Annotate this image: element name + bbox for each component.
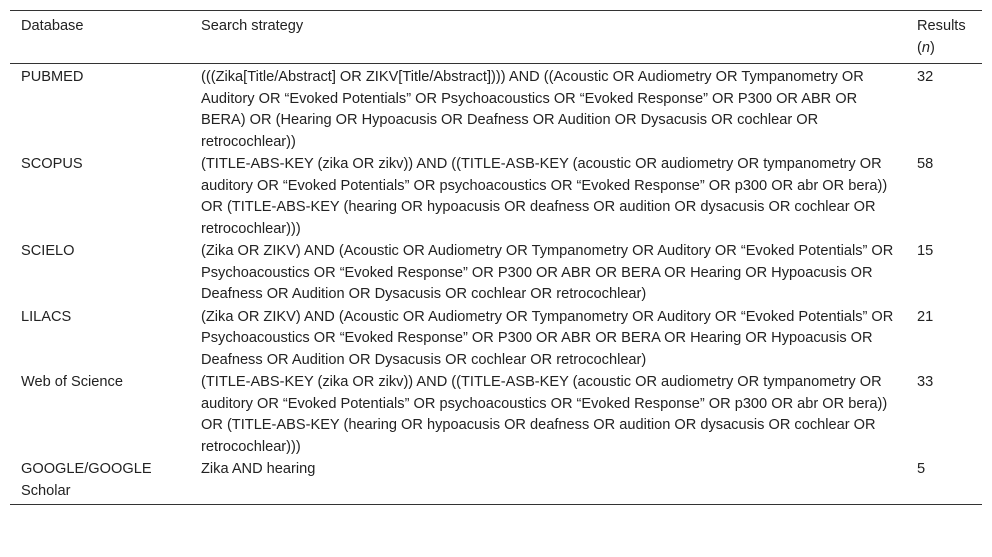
cell-database: Web of Science	[21, 374, 123, 390]
header-results-n: n	[921, 39, 930, 56]
cell-results: 58	[917, 156, 934, 172]
cell-results: 33	[917, 374, 934, 390]
header-results-label: Results	[917, 18, 966, 34]
cell-database: GOOGLE/GOOGLE Scholar	[21, 461, 152, 499]
table-row	[10, 306, 982, 372]
header-database: Database	[21, 18, 84, 34]
table-row	[10, 153, 982, 240]
cell-search-strategy: (Zika OR ZIKV) AND (Acoustic OR Audiometry OR Tympanometry OR Auditory OR “Evoked Potentials” OR Psychoacoustics OR “Evoked Response” OR P300 OR ABR OR BERA OR Hearing OR Hypoacusis OR Deafness OR Audition OR Dysacusis OR cochlear OR retrocochlear)	[201, 243, 894, 302]
search-strategy-table-container	[10, 10, 982, 505]
table-row	[10, 240, 982, 306]
table-row	[10, 64, 982, 154]
cell-search-strategy: (TITLE-ABS-KEY (zika OR zikv)) AND ((TITLE-ASB-KEY (acoustic OR audiometry OR tympanometry OR auditory OR “Evoked Potentials” OR psychoacoustics OR “Evoked Response” OR p300 OR abr OR bera)) OR (TITLE-ABS-KEY (hearing OR hypoacusis OR deafness OR audition OR dysacusis OR cochlear OR retrocochlear)))	[201, 156, 888, 237]
cell-database: SCOPUS	[21, 156, 83, 172]
cell-search-strategy: (TITLE-ABS-KEY (zika OR zikv)) AND ((TITLE-ASB-KEY (acoustic OR audiometry OR tympanometry OR auditory OR “Evoked Potentials” OR psychoacoustics OR “Evoked Response” OR p300 OR abr OR bera)) OR (TITLE-ABS-KEY (hearing OR hypoacusis OR deafness OR audition OR dysacusis OR cochlear OR retrocochlear)))	[201, 374, 888, 455]
header-search-strategy: Search strategy	[201, 18, 304, 34]
cell-database: LILACS	[21, 308, 72, 325]
table-row	[10, 458, 982, 505]
cell-results: 32	[917, 69, 934, 85]
header-results-paren-open: (	[917, 39, 922, 56]
cell-search-strategy: Zika AND hearing	[201, 461, 316, 477]
cell-database: SCIELO	[21, 243, 75, 259]
header-results-paren-close: )	[930, 39, 935, 56]
table-header-row	[10, 11, 982, 64]
search-strategy-table	[10, 10, 982, 505]
cell-search-strategy: (((Zika[Title/Abstract] OR ZIKV[Title/Abstract]))) AND ((Acoustic OR Audiometry OR Tympanometry OR Auditory OR “Evoked Potentials” OR Psychoacoustics OR “Evoked Response” OR P300 OR ABR OR BERA) OR (Hearing OR Hypoacusis OR Deafness OR Audition OR Dysacusis OR cochlear OR retrocochlear))	[201, 69, 864, 150]
table-row	[10, 371, 982, 458]
cell-results: 5	[917, 461, 926, 477]
cell-database: PUBMED	[21, 69, 84, 85]
cell-search-strategy: (Zika OR ZIKV) AND (Acoustic OR Audiometry OR Tympanometry OR Auditory OR “Evoked Potentials” OR Psychoacoustics OR “Evoked Response” OR P300 OR ABR OR BERA OR Hearing OR Hypoacusis OR Deafness OR Audition OR Dysacusis OR cochlear OR retrocochlear)	[201, 308, 894, 368]
header-results	[906, 11, 982, 64]
cell-results: 21	[917, 308, 934, 325]
cell-results: 15	[917, 243, 934, 259]
